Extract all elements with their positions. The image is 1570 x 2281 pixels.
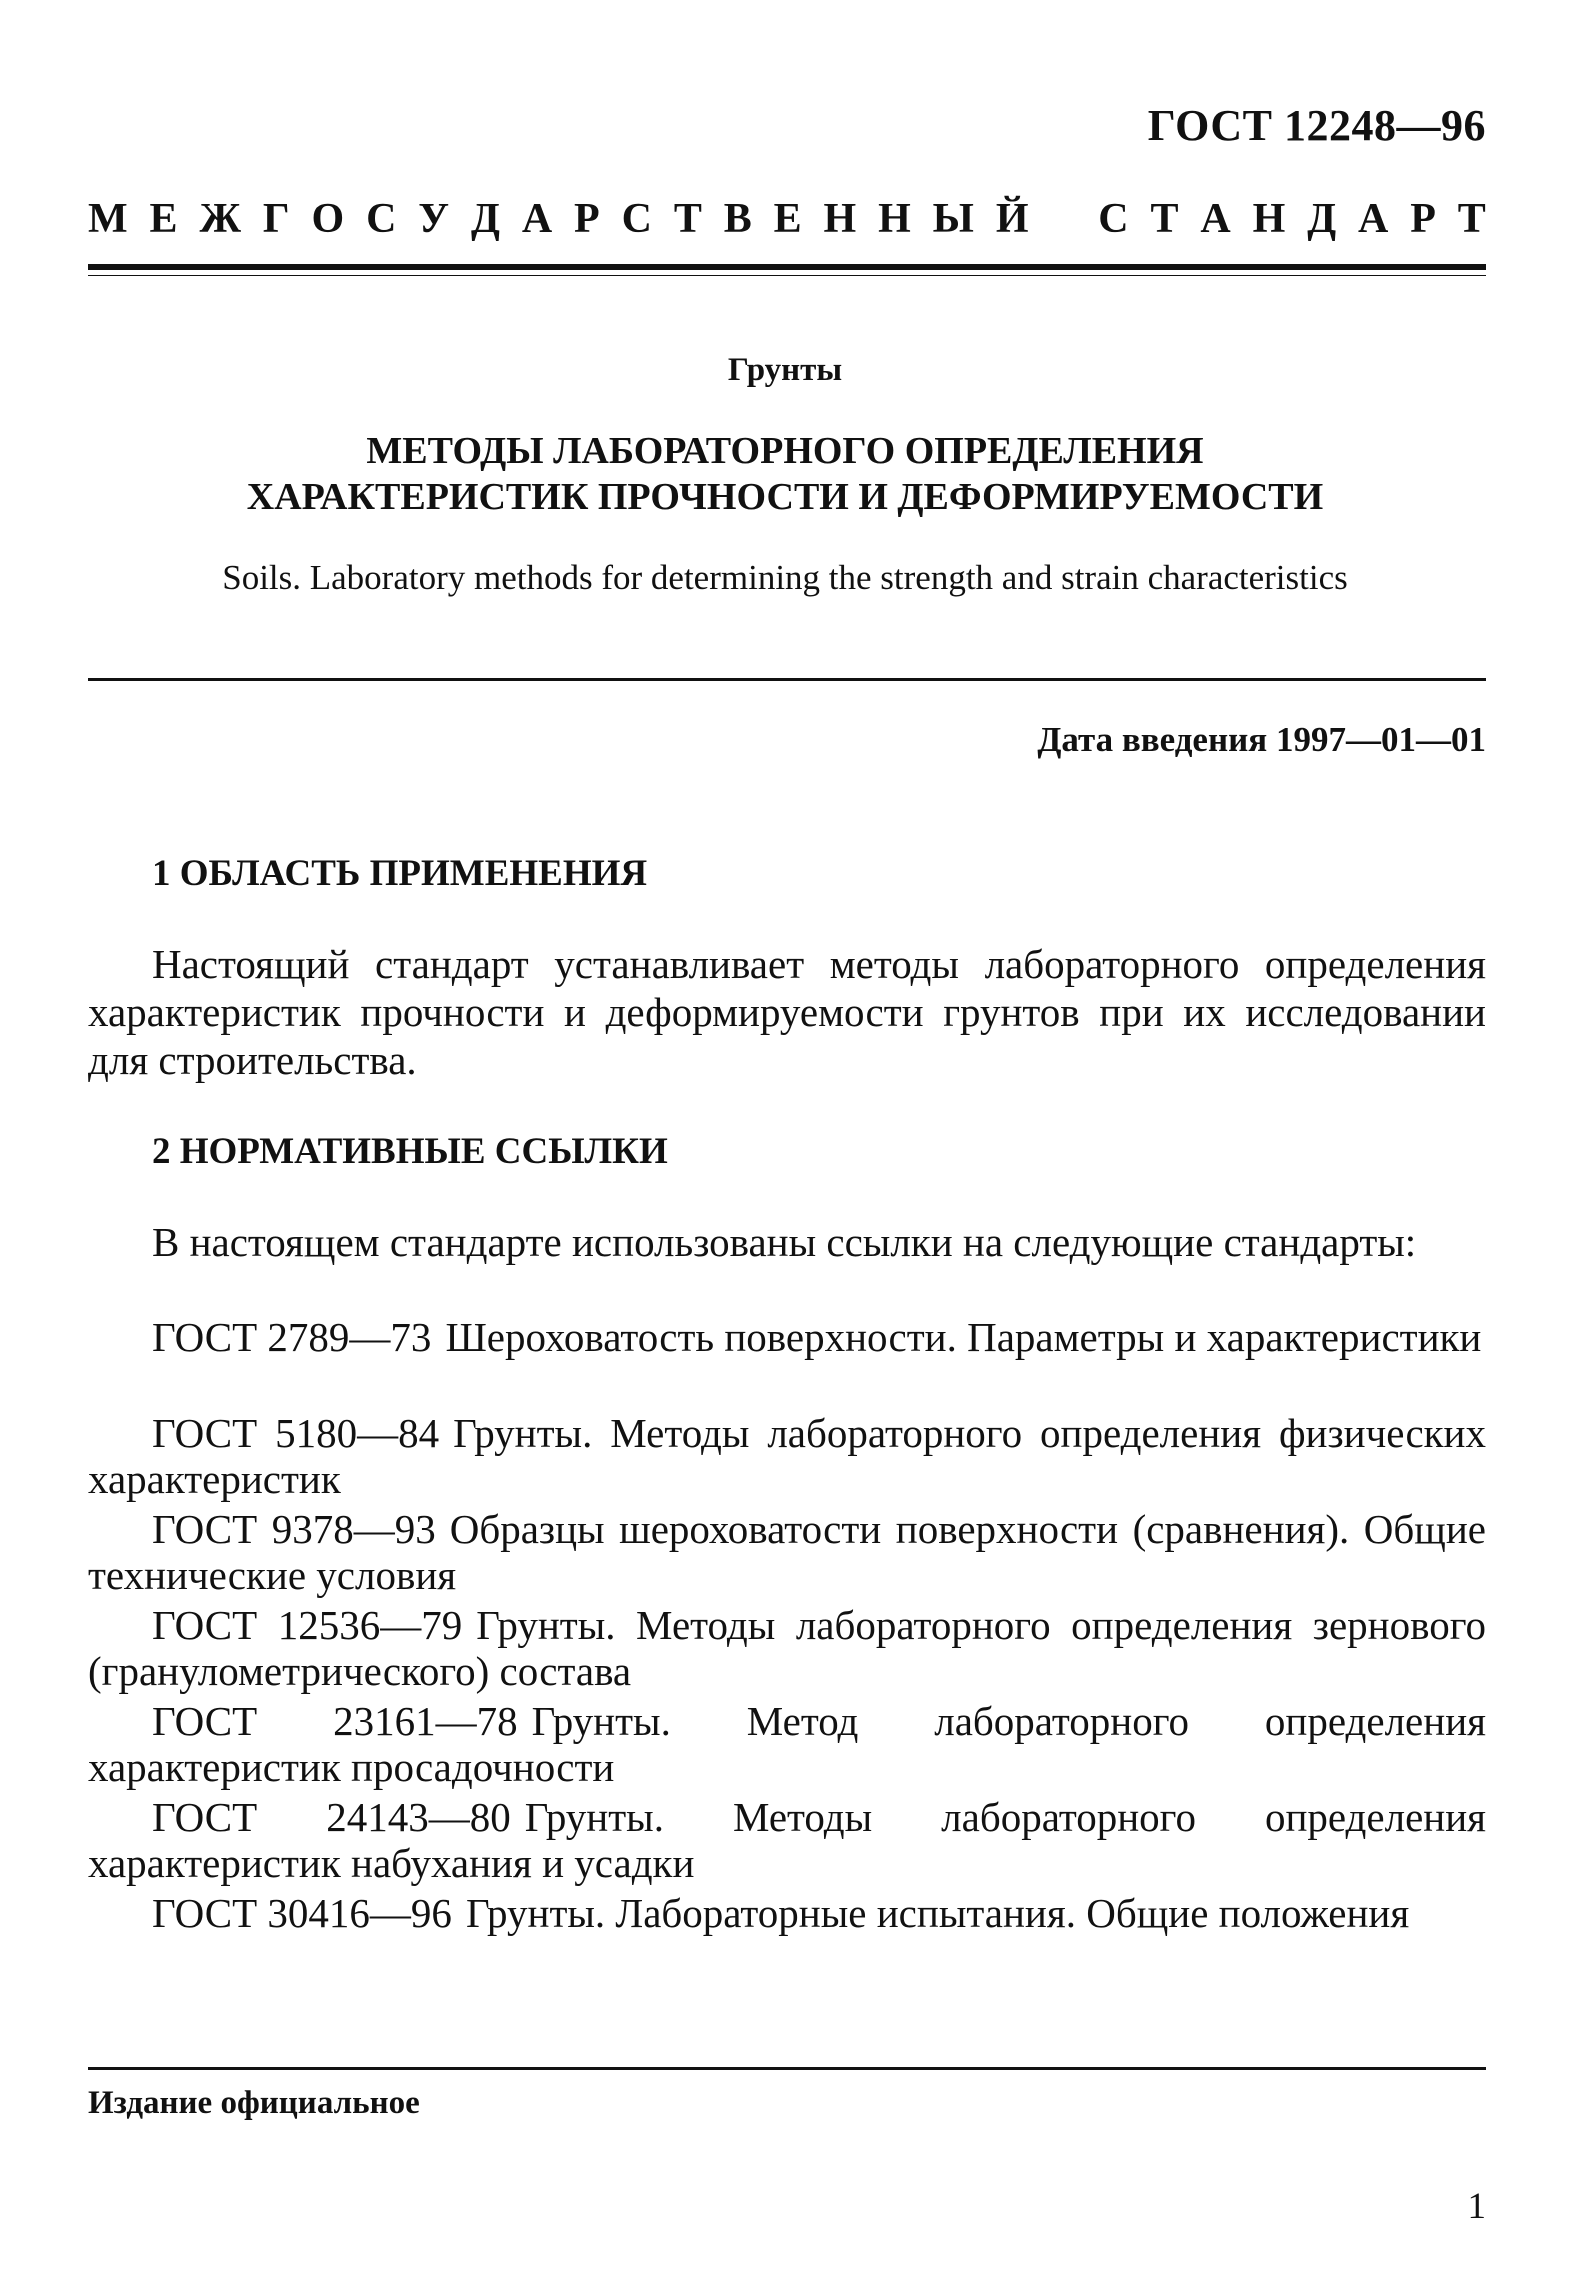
reference-code: ГОСТ 12536—79 bbox=[152, 1602, 463, 1648]
interstate-letter: С bbox=[1098, 196, 1129, 242]
english-title: Soils. Laboratory methods for determining the strength and strain characteristics bbox=[222, 558, 1348, 597]
header-rule-thick bbox=[88, 264, 1486, 270]
interstate-letter: В bbox=[723, 196, 752, 242]
interstate-letter: Р bbox=[1410, 196, 1436, 242]
title-rule bbox=[88, 678, 1486, 681]
reference-code: ГОСТ 23161—78 bbox=[152, 1698, 518, 1744]
interstate-gap bbox=[1050, 195, 1076, 243]
interstate-letter: Д bbox=[1307, 196, 1337, 242]
references-intro: В настоящем стандарте использованы ссылки на следующие стандарты: bbox=[152, 1219, 1417, 1265]
interstate-letter: А bbox=[1200, 196, 1231, 242]
interstate-letter: Н bbox=[823, 196, 857, 242]
interstate-letter: Ы bbox=[932, 196, 974, 242]
interstate-letter: У bbox=[418, 196, 450, 242]
reference-title: Грунты. Лабораторные испытания. Общие положения bbox=[465, 1890, 1410, 1936]
footer-rule bbox=[88, 2067, 1486, 2070]
reference-code: ГОСТ 30416—96 bbox=[152, 1890, 452, 1936]
reference-title: Шероховатость поверхности. Параметры и характеристики bbox=[445, 1314, 1482, 1360]
reference-code: ГОСТ 2789—73 bbox=[152, 1314, 432, 1360]
interstate-letter: О bbox=[311, 196, 345, 242]
reference-item bbox=[88, 1890, 1486, 1936]
reference-code: ГОСТ 9378—93 bbox=[152, 1506, 436, 1552]
interstate-letter: А bbox=[1358, 196, 1389, 242]
interstate-letter: Р bbox=[574, 196, 600, 242]
interstate-letter: С bbox=[366, 196, 397, 242]
interstate-letter: А bbox=[521, 196, 553, 242]
reference-item bbox=[88, 1506, 1486, 1598]
interstate-letter: Ж bbox=[199, 196, 241, 242]
reference-title: Грунты. Методы лабораторного определения физических характеристик bbox=[88, 1410, 1486, 1502]
interstate-letter: Т bbox=[1457, 196, 1486, 242]
title-line-1: МЕТОДЫ ЛАБОРАТОРНОГО ОПРЕДЕЛЕНИЯ bbox=[366, 430, 1204, 472]
interstate-letter: Т bbox=[1150, 196, 1179, 242]
section-heading-scope: 1 ОБЛАСТЬ ПРИМЕНЕНИЯ bbox=[152, 853, 648, 894]
section-heading-references: 2 НОРМАТИВНЫЕ ССЫЛКИ bbox=[152, 1131, 668, 1172]
interstate-letter: Е bbox=[773, 196, 802, 242]
interstate-letter: Г bbox=[262, 196, 290, 242]
reference-title: Грунты. Методы лабораторного определения характеристик набухания и усадки bbox=[88, 1794, 1487, 1886]
reference-code: ГОСТ 5180—84 bbox=[152, 1410, 440, 1456]
interstate-letter: Т bbox=[673, 196, 702, 242]
reference-title: Грунты. Методы лабораторного определения зернового (гранулометрического) состава bbox=[88, 1602, 1486, 1694]
document-code: ГОСТ 12248—96 bbox=[1147, 101, 1486, 150]
interstate-letter: Д bbox=[471, 196, 500, 242]
reference-item bbox=[88, 1794, 1486, 1886]
title-line-2: ХАРАКТЕРИСТИК ПРОЧНОСТИ И ДЕФОРМИРУЕМОСТИ bbox=[246, 476, 1324, 518]
reference-item bbox=[88, 1698, 1486, 1790]
edition-label: Издание официальное bbox=[88, 2085, 420, 2121]
reference-title: Грунты. Метод лабораторного определения характеристик просадочности bbox=[88, 1698, 1486, 1790]
page-number: 1 bbox=[1467, 2186, 1486, 2227]
reference-item bbox=[88, 1602, 1486, 1694]
header-rule-thin bbox=[88, 275, 1486, 276]
scope-paragraph: Настоящий стандарт устанавливает методы лабораторного определения характеристик прочности и деформируемости грунтов при их исследовании для строительства. bbox=[88, 941, 1486, 1083]
reference-code: ГОСТ 24143—80 bbox=[152, 1794, 511, 1840]
interstate-letter: С bbox=[621, 196, 652, 242]
interstate-standard-banner bbox=[88, 195, 1486, 243]
interstate-letter: М bbox=[88, 196, 128, 242]
interstate-letter: Н bbox=[878, 196, 911, 242]
standard-title bbox=[0, 428, 1570, 520]
reference-item bbox=[88, 1410, 1486, 1502]
reference-title: Образцы шероховатости поверхности (сравнения). Общие технические условия bbox=[88, 1506, 1486, 1598]
introduction-date: Дата введения 1997—01—01 bbox=[1037, 720, 1486, 759]
interstate-letter: Й bbox=[995, 196, 1029, 242]
reference-item bbox=[88, 1314, 1486, 1360]
interstate-letter: Н bbox=[1252, 196, 1286, 242]
interstate-letter: Е bbox=[149, 196, 178, 242]
standard-category: Грунты bbox=[727, 352, 843, 388]
